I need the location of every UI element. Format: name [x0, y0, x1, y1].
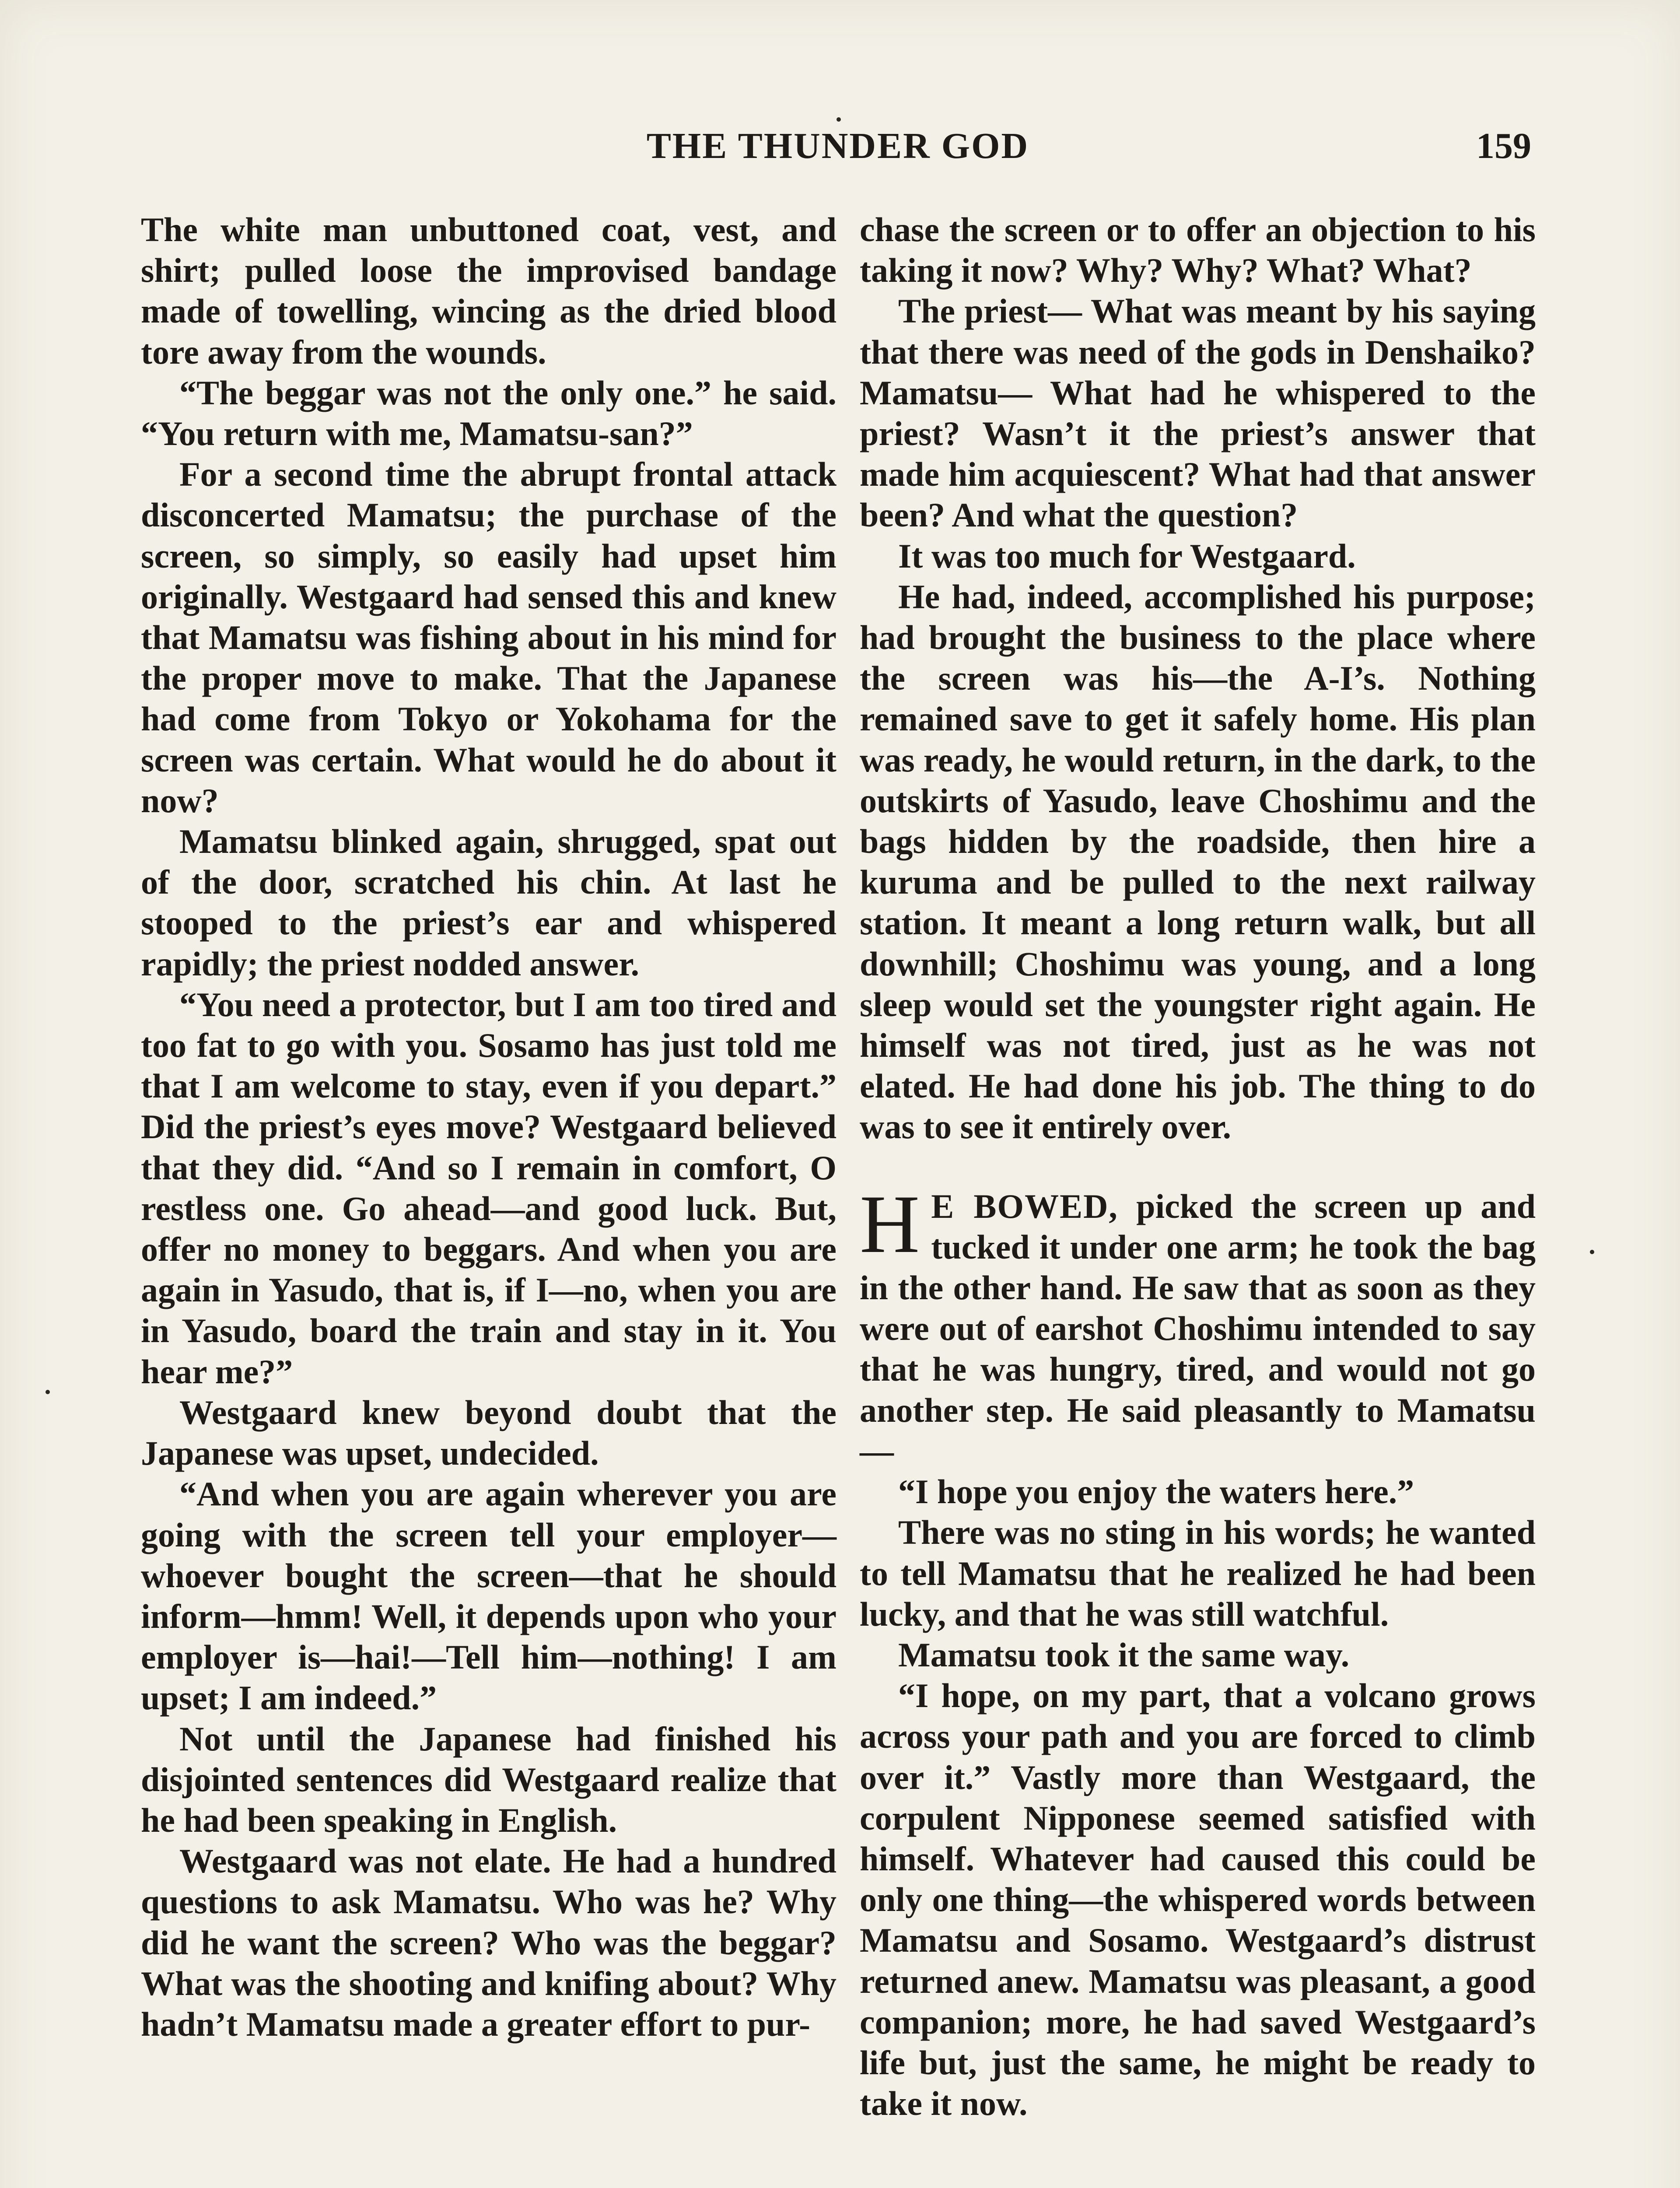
running-title: THE THUNDER GOD: [646, 126, 1029, 166]
paragraph: It was too much for Westgaard.: [898, 536, 1356, 575]
section-lead-words: E BOWED,: [931, 1187, 1118, 1225]
running-header: [144, 125, 1531, 177]
paragraph: “I hope, on my part, that a volcano grows across your path and you are forced to climb over it.” Vastly more than Westgaard, the corpulent Nipponese seemed satisfied with himself. Whatever had caused this could be only one thing—the whispered words between Mamatsu and Sosamo. Westgaard’s distrust returned anew. Mamatsu was pleasant, a good companion; more, he had saved Westgaard’s life but, just the same, he might be ready to take it now.: [860, 1676, 1536, 2123]
section-opening-paragraph: [860, 1178, 1536, 1471]
paragraph: Westgaard was not elate. He had a hundred questions to ask Mamatsu. Who was he? Why did he want the screen? Who was the beggar? What was the shooting and knifing about? Why hadn’t Mamatsu made a greater effort to pur-: [141, 1842, 836, 2043]
section-lead-rest: picked the screen up and tucked it under one arm; he took the bag in the other hand. He saw that as soon as they were out of earshot Choshimu intended to say that he was hungry, tired, and would not go another step. He said pleasantly to Mamatsu—: [860, 1187, 1536, 1470]
right-column: [860, 209, 1536, 2124]
paragraph: The white man unbuttoned coat, vest, and shirt; pulled loose the improvised bandage made of towelling, wincing as the dried blood tore away from the wounds.: [141, 210, 836, 371]
paragraph: “And when you are again wherever you are going with the screen tell your employer—whoever bought the screen—that he should inform—hmm! Well, it depends upon who your employer is—hai!—Tell him—nothing! I am upset; I am indeed.”: [141, 1475, 836, 1717]
paragraph: Mamatsu blinked again, shrugged, spat out of the door, scratched his chin. At last he stooped to the priest’s ear and whispered rapidly; the priest nodded answer.: [141, 822, 836, 983]
page-number: 159: [1476, 126, 1531, 166]
paragraph: For a second time the abrupt frontal attack disconcerted Mamatsu; the purchase of the screen, so simply, so easily had upset him originally. Westgaard had sensed this and knew that Mamatsu was fishing about in his mind for the proper move to make. That the Japanese had come from Tokyo or Yokohama for the screen was certain. What would he do about it now?: [141, 455, 836, 820]
paragraph: He had, indeed, accomplished his purpose; had brought the business to the place where the screen was his—the A-I’s. Nothing remained save to get it safely home. His plan was ready, he would return, in the dark, to the outskirts of Yasudo, leave Choshimu and the bags hidden by the roadside, then hire a kuruma and be pulled to the next railway station. It meant a long return walk, but all downhill; Choshimu was young, and a long sleep would set the youngster right again. He himself was not tired, just as he was not elated. He had done his job. The thing to do was to see it entirely over.: [860, 577, 1536, 1146]
paragraph: There was no sting in his words; he wanted to tell Mamatsu that he realized he had been lucky, and that he was still watchful.: [860, 1513, 1536, 1633]
print-speck: [1590, 1250, 1594, 1254]
paragraph-continuation: chase the screen or to offer an objection to his taking it now? Why? Why? What? What?: [860, 210, 1536, 290]
paragraph: Not until the Japanese had finished his disjointed sentences did Westgaard realize that he had been speaking in English.: [141, 1719, 836, 1839]
paragraph: Mamatsu took it the same way.: [898, 1635, 1350, 1674]
paragraph: “I hope you enjoy the waters here.”: [898, 1473, 1414, 1511]
paragraph: “You need a protector, but I am too tired and too fat to go with you. Sosamo has just told me that I am welcome to stay, even if you depart.” Did the priest’s eyes move? Westgaard believed that they did. “And so I remain in comfort, O restless one. Go ahead—and good luck. But, offer no money to beggars. And when you are again in Yasudo, that is, if I—no, when you are in Yasudo, board the train and stay in it. You hear me?”: [141, 985, 836, 1391]
paragraph: Westgaard knew beyond doubt that the Japanese was upset, undecided.: [141, 1393, 836, 1473]
print-speck: [836, 117, 841, 122]
drop-cap: H: [860, 1178, 920, 1270]
left-column: [141, 209, 836, 2044]
print-speck: [46, 1390, 50, 1394]
paragraph: “The beggar was not the only one.” he said. “You return with me, Mamatsu-san?”: [141, 373, 836, 453]
paragraph: The priest— What was meant by his saying that there was need of the gods in Denshaiko? Mamatsu— What had he whispered to the priest? Wasn’t it the priest’s answer that made him acquiescent? What had that answer been? And what the question?: [860, 292, 1536, 534]
